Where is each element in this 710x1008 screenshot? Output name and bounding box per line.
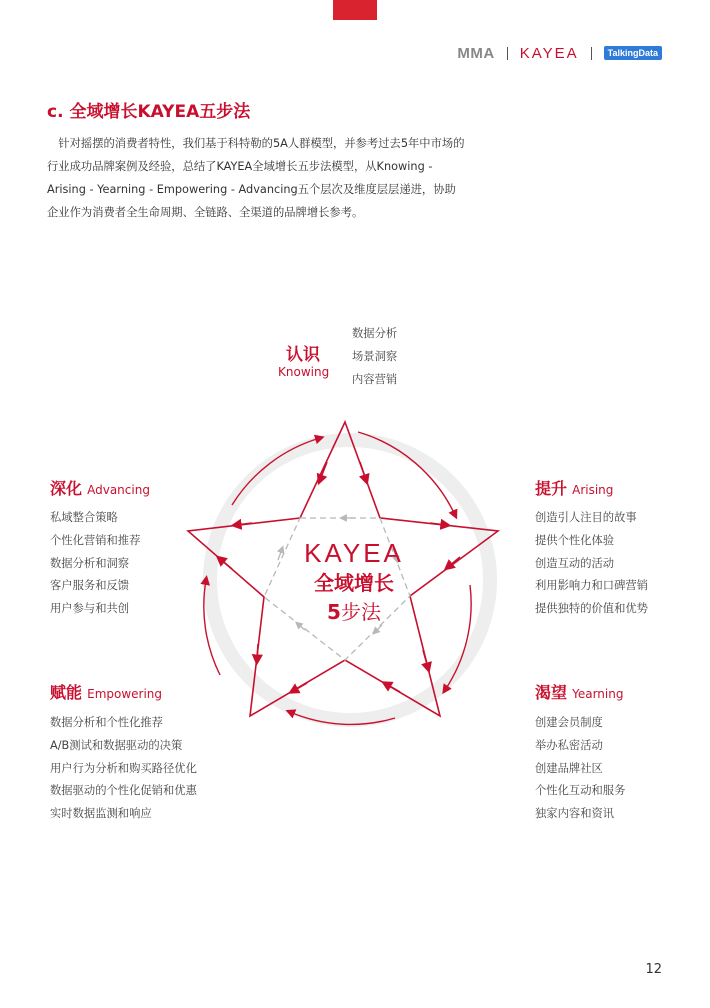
list-item: 数据分析 — [352, 327, 398, 340]
stage-knowing-cn: 认识 — [286, 345, 320, 365]
page-number: 12 — [645, 962, 662, 977]
list-item: 场景洞察 — [352, 349, 398, 363]
diagram-center-label — [279, 538, 429, 626]
mma-logo: MMA — [457, 44, 495, 62]
center-line2 — [279, 598, 429, 626]
list-item: 创建会员制度 — [535, 716, 603, 729]
list-item: 提供独特的价值和优势 — [535, 602, 648, 616]
stage-arising-title — [535, 476, 613, 499]
stage-arising-en: Arising — [572, 483, 614, 497]
stage-knowing-list — [352, 323, 397, 391]
kayea-logo: KAYEA — [519, 44, 579, 62]
list-item: 创造引人注目的故事 — [535, 511, 637, 524]
list-item: A/B测试和数据驱动的决策 — [50, 738, 183, 752]
stage-yearning-cn: 渴望 — [535, 683, 568, 702]
list-item: 用户行为分析和购买路径优化 — [50, 761, 197, 775]
list-item: 用户参与和共创 — [50, 602, 130, 616]
stage-yearning-list — [535, 712, 625, 826]
center-line2-text: 步法 — [340, 600, 381, 624]
stage-knowing-en: Knowing — [278, 365, 330, 379]
list-item: 利用影响力和口碑营销 — [535, 579, 648, 593]
list-item: 数据驱动的个性化促销和优惠 — [50, 784, 197, 798]
talkingdata-logo: TalkingData — [604, 46, 662, 60]
list-item: 客户服务和反馈 — [50, 579, 130, 593]
stage-advancing-en: Advancing — [87, 483, 150, 497]
list-item: 实时数据监测和响应 — [50, 807, 152, 821]
center-line1: 全域增长 — [314, 571, 394, 595]
list-item: 创造互动的活动 — [535, 556, 615, 570]
list-item: 提供个性化体验 — [535, 533, 615, 547]
list-item: 数据分析和个性化推荐 — [50, 716, 163, 729]
stage-yearning-en: Yearning — [572, 687, 624, 701]
section-title: c. 全域增长KAYEA五步法 — [47, 102, 251, 122]
intro-paragraph: 针对摇摆的消费者特性，我们基于科特勒的5A人群模型，并参考过去5年中市场的行业成功品牌案例及经验，总结了KAYEA全域增长五步法模型，从Knowing - Arising - Yearning - Empowering - Advancing五个层次及维度层层递进，协助企业作为消费者全生命周期、全链路、全渠道的品牌增长参考。 — [47, 137, 465, 219]
stage-advancing-list — [50, 507, 140, 621]
stage-arising-list — [535, 507, 648, 621]
stage-empowering-cn: 赋能 — [50, 683, 83, 702]
list-item: 内容营销 — [352, 372, 398, 386]
stage-empowering-en: Empowering — [87, 687, 163, 701]
stage-advancing-cn: 深化 — [50, 479, 83, 498]
stage-arising-cn: 提升 — [535, 479, 568, 498]
list-item: 个性化营销和推荐 — [50, 533, 141, 547]
list-item: 私域整合策略 — [50, 511, 118, 524]
list-item: 独家内容和资讯 — [535, 807, 615, 821]
center-brand: KAYEA — [304, 538, 404, 568]
list-item: 数据分析和洞察 — [50, 556, 130, 570]
stage-yearning-title — [535, 680, 623, 703]
stage-advancing-title — [50, 476, 150, 499]
list-item: 创建品牌社区 — [535, 761, 603, 775]
stage-empowering-list — [50, 712, 197, 826]
center-line2-number: 5 — [327, 600, 341, 624]
stage-knowing-title — [278, 340, 328, 379]
stage-empowering-title — [50, 680, 162, 703]
list-item: 举办私密活动 — [535, 738, 603, 752]
list-item: 个性化互动和服务 — [535, 784, 626, 798]
